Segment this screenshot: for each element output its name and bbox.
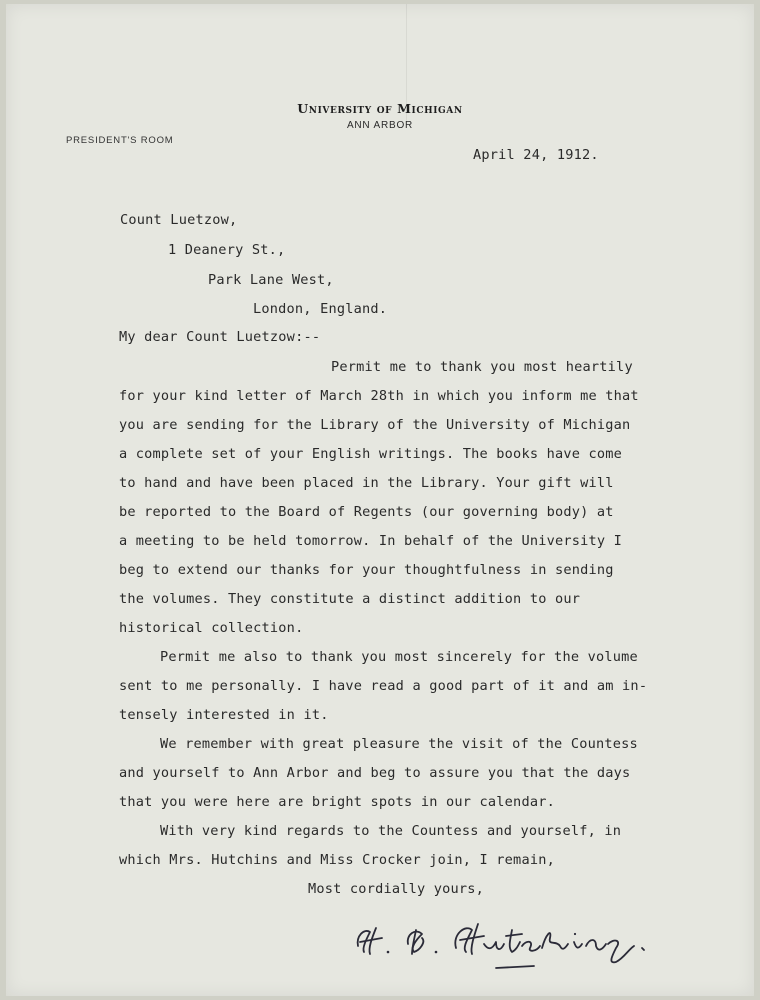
body-line: historical collection. — [119, 620, 304, 636]
letterhead-office: PRESIDENT'S ROOM — [66, 135, 174, 146]
address-line: London, England. — [253, 301, 388, 317]
body-line: With very kind regards to the Countess and yourself, in — [160, 823, 622, 839]
address-line: 1 Deanery St., — [168, 242, 286, 258]
body-line: for your kind letter of March 28th in which you inform me that — [119, 388, 639, 404]
body-line: and yourself to Ann Arbor and beg to assure you that the days — [119, 765, 631, 781]
body-line: that you were here are bright spots in our calendar. — [119, 794, 555, 810]
body-line: sent to me personally. I have read a good part of it and am in- — [119, 678, 648, 694]
address-line: Park Lane West, — [208, 272, 334, 288]
body-line: the volumes. They constitute a distinct addition to our — [119, 591, 581, 607]
body-line: Permit me to thank you most heartily — [331, 359, 633, 375]
body-line: We remember with great pleasure the visit of the Countess — [160, 736, 638, 752]
body-line: you are sending for the Library of the University of Michigan — [119, 417, 631, 433]
closing: Most cordially yours, — [308, 881, 485, 897]
body-line: a meeting to be held tomorrow. In behalf of the University I — [119, 533, 623, 549]
address-line: Count Luetzow, — [120, 212, 238, 228]
handwritten-signature — [346, 904, 666, 974]
body-line: tensely interested in it. — [119, 707, 329, 723]
body-line: a complete set of your English writings. The books have come — [119, 446, 623, 462]
body-line: which Mrs. Hutchins and Miss Crocker join, I remain, — [119, 852, 555, 868]
letterhead-university: University of Michigan — [297, 101, 463, 116]
body-line: beg to extend our thanks for your thoughtfulness in sending — [119, 562, 614, 578]
letter-sheet — [6, 4, 754, 996]
letterhead-city: ANN ARBOR — [346, 120, 414, 131]
letter-date: April 24, 1912. — [473, 147, 599, 163]
body-line: to hand and have been placed in the Library. Your gift will — [119, 475, 614, 491]
salutation: My dear Count Luetzow:-- — [119, 329, 321, 345]
body-line: be reported to the Board of Regents (our governing body) at — [119, 504, 614, 520]
body-line: Permit me also to thank you most sincerely for the volume — [160, 649, 638, 665]
